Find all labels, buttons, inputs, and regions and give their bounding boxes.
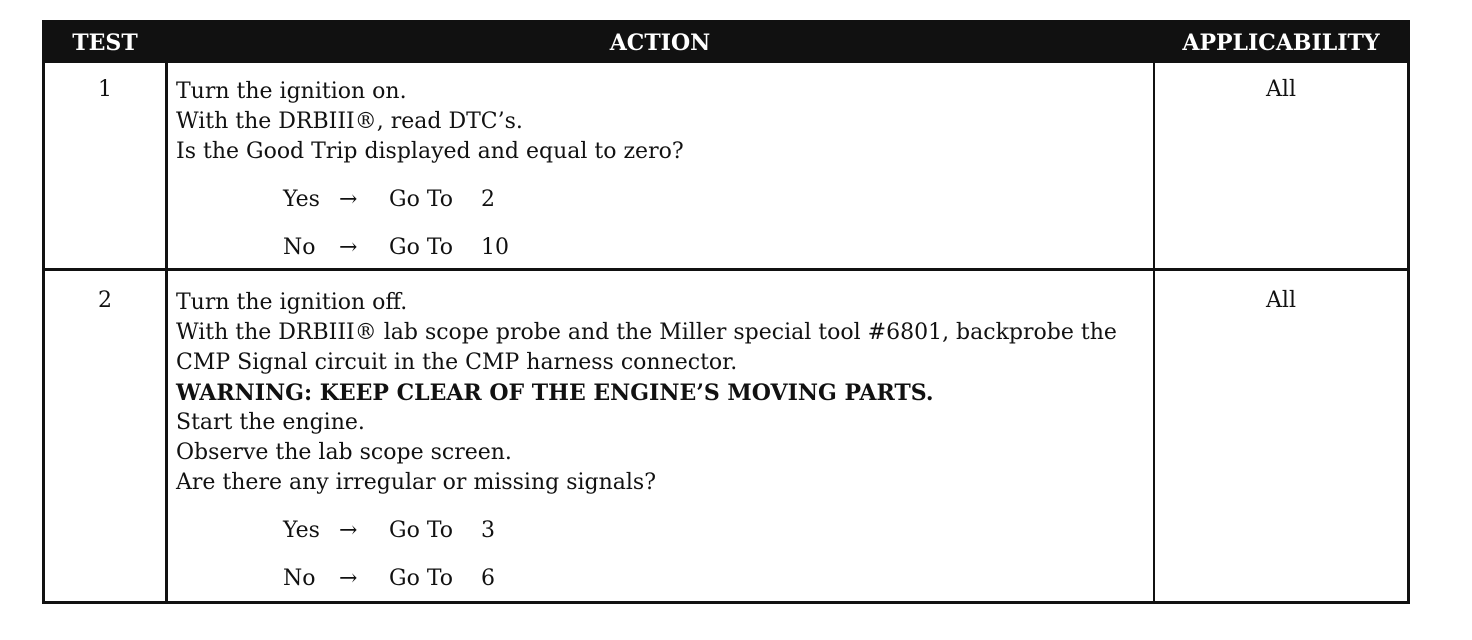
choice-list [283,183,1151,279]
action-line: Turn the ignition on. [176,79,407,104]
table-row [45,274,1407,602]
action-line: Turn the ignition off. [176,290,408,315]
table-header [45,23,1407,63]
header-applicability: APPLICABILITY [1182,30,1380,56]
test-number: 2 [98,288,112,313]
goto-label: Go To [389,566,454,591]
action-line: Observe the lab scope screen. [176,440,512,465]
goto-target: 3 [481,518,495,543]
action-line: CMP Signal circuit in the CMP harness connector. [176,350,738,375]
arrow-icon: → [339,518,358,543]
goto-target: 2 [481,187,495,212]
choice-answer: Yes [283,187,320,212]
arrow-icon: → [339,235,358,260]
action-line: Is the Good Trip displayed and equal to zero? [176,139,684,164]
action-cell [176,77,1151,279]
diagnostic-test-table [42,20,1410,604]
choice-no [283,231,1151,279]
choice-yes [283,514,1151,562]
choice-list [283,514,1151,610]
goto-label: Go To [389,518,454,543]
goto-target: 6 [481,566,495,591]
applicability-value: All [1266,77,1296,102]
choice-answer: Yes [283,518,320,543]
header-test: TEST [72,30,138,56]
action-line: Start the engine. [176,410,365,435]
test-number: 1 [98,77,112,102]
goto-label: Go To [389,235,454,260]
action-line: Are there any irregular or missing signals? [176,470,657,495]
choice-no [283,562,1151,610]
header-action: ACTION [609,30,711,56]
action-line: With the DRBIII® lab scope probe and the Miller special tool #6801, backprobe the [176,320,1117,345]
action-cell [176,288,1151,610]
action-line: With the DRBIII®, read DTC’s. [176,109,523,134]
table-row [45,63,1407,271]
goto-label: Go To [389,187,454,212]
choice-yes [283,183,1151,231]
warning-line: WARNING: KEEP CLEAR OF THE ENGINE’S MOVING PARTS. [176,380,934,406]
arrow-icon: → [339,187,358,212]
choice-answer: No [283,235,316,260]
goto-target: 10 [481,235,509,260]
arrow-icon: → [339,566,358,591]
choice-answer: No [283,566,316,591]
applicability-value: All [1266,288,1296,313]
